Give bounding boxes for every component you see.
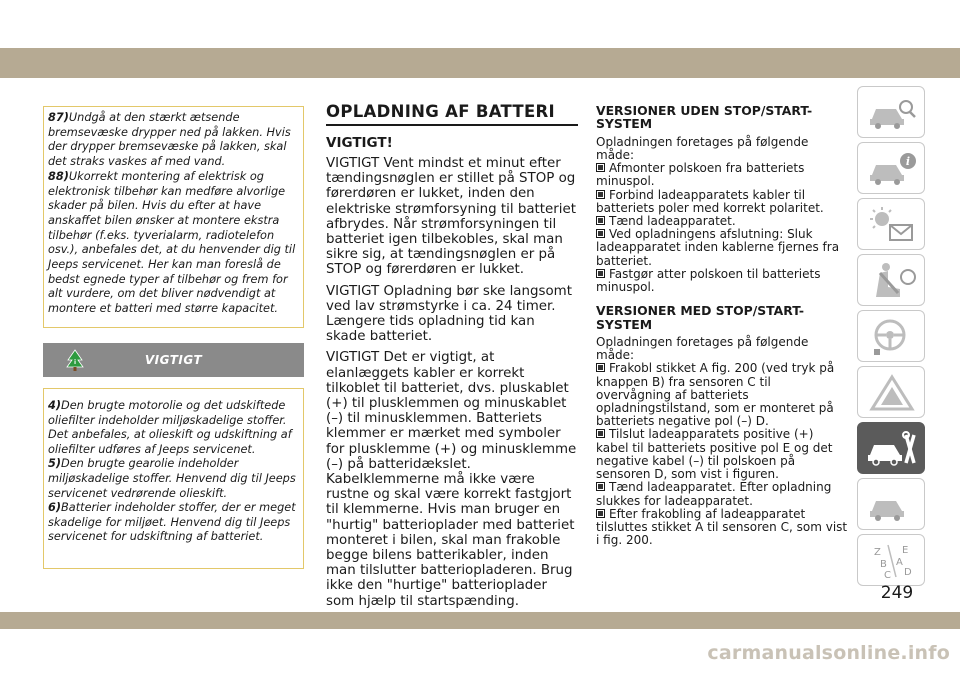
emergency-triangle-icon bbox=[866, 373, 918, 413]
sidebar-tab-car-search[interactable] bbox=[857, 86, 925, 138]
paragraph: VIGTIGT Vent mindst et minut efter tændingsnøglen er stillet på STOP og førerdøren er lukket, inden den elektriske strømforsyning til batteriet afbrydes. Når strømforsyningen til batteriet igen tilbekobles, skal man sikre sig, at tændingsnøglen er på STOP og førerdøren er lukket. bbox=[326, 156, 577, 278]
charging-procedures bbox=[596, 104, 848, 547]
environment-warning-header bbox=[43, 343, 304, 377]
checkbox-icon bbox=[596, 482, 605, 491]
step-item: Frakobl stikket A fig. 200 (ved tryk på knappen B) fra sensoren C til overvågning af batteriets opladningstilstand, som er monteret på batteriets negative pol (–) D. bbox=[596, 361, 835, 429]
section-heading-with-stop-start: VERSIONER MED STOP/START-SYSTEM bbox=[596, 303, 805, 332]
car-info-icon bbox=[866, 149, 918, 189]
car-service-tools-icon bbox=[866, 429, 918, 469]
env-note-5: 5)Den brugte gearolie indeholder miljøskadelige stoffer. Henvend dig til Jeeps servicenet vedrørende olieskift. bbox=[48, 457, 296, 500]
watermark: carmanualsonline.info bbox=[707, 642, 950, 664]
step-item: Ved opladningens afslutning: Sluk ladeapparatet inden kablerne fjernes fra batteriet. bbox=[596, 227, 840, 268]
sidebar-tab-car-info[interactable] bbox=[857, 142, 925, 194]
step-item: Tænd ladeapparatet. Efter opladning slukkes for ladeapparatet. bbox=[596, 480, 832, 508]
car-search-icon bbox=[866, 93, 918, 133]
svg-text:Z: Z bbox=[874, 547, 881, 558]
sidebar-tab-technical-data[interactable] bbox=[857, 478, 925, 530]
technical-data-icon bbox=[866, 485, 918, 525]
svg-text:A: A bbox=[896, 557, 903, 568]
checkbox-icon bbox=[596, 190, 605, 199]
environment-notes-box bbox=[43, 388, 304, 569]
step-item: Efter frakobling af ladeapparatet tilsluttes stikket A til sensoren C, som vist i fig. 200. bbox=[596, 506, 848, 548]
top-white-band bbox=[0, 0, 960, 44]
sidebar-tab-starting-driving[interactable] bbox=[857, 310, 925, 362]
checkbox-icon bbox=[596, 269, 605, 278]
checkbox-icon bbox=[596, 429, 605, 438]
svg-text:E: E bbox=[902, 545, 909, 556]
warning-lights-icon bbox=[866, 205, 918, 245]
section-heading-without-stop-start: VERSIONER UDEN STOP/START-SYSTEM bbox=[596, 103, 813, 132]
step-item: Fastgør atter polskoen til batteriets minuspol. bbox=[596, 266, 821, 295]
checkbox-icon bbox=[596, 163, 605, 172]
sidebar-tab-servicing-care[interactable] bbox=[857, 422, 925, 474]
page-number: 249 bbox=[880, 583, 914, 603]
sidebar-tab-alphabetical-index[interactable] bbox=[857, 534, 925, 586]
alphabetical-index-icon bbox=[866, 541, 918, 581]
step-item: Afmonter polskoen fra batteriets minuspol. bbox=[596, 161, 805, 189]
sidebar-tab-warning-lights[interactable] bbox=[857, 198, 925, 250]
checkbox-icon bbox=[596, 229, 605, 238]
bottom-color-band bbox=[0, 612, 960, 629]
step-item: Tænd ladeapparatet. bbox=[596, 215, 848, 228]
paragraph: VIGTIGT Opladning bør ske langsomt ved lav strømstyrke i ca. 24 timer. Længere tids opladning tid kan skade batteriet. bbox=[326, 283, 572, 345]
battery-charging-section bbox=[326, 102, 578, 615]
paragraph: VIGTIGT Det er vigtigt, at elanlæggets kabler er korrekt tilkoblet til batteriet, dvs. pluskablet (+) til plusklemmen og minuskablet (–) til minusklemmen. Batteriets klemmer er mærket med symboler for plusklemme (+) og minusklemme (–) på batteridækslet. Kabelklemmerne må ikke være rustne og skal være korrekt fastgjort til klemmerne. Hvis man bruger en "hurtig" batterioplader med batteriet monteret i bilen, skal man frakoble begge bilens batterikabler, inden man tilslutter batteriopladeren. Brug ikke den "hurtige" batterioplader som hjælp til startspænding. bbox=[326, 350, 577, 609]
checkbox-icon bbox=[596, 216, 605, 225]
env-note-4: 4)Den brugte motorolie og det udskiftede oliefilter indeholder miljøskadelige stoffer. Det anbefales, at olieskift og udskiftning af oliefilter udføres af Jeeps servicenet. bbox=[48, 399, 292, 456]
note-87: 87)Undgå at den stærkt ætsende bremsevæske drypper ned på lakken. Hvis der drypper bremsevæske på lakken, skal det straks vaskes af med vand. bbox=[48, 111, 291, 169]
important-subtitle: VIGTIGT! bbox=[326, 135, 393, 151]
note-88: 88)Ukorrekt montering af elektrisk og elektronisk tilbehør kan medføre alvorlige skader på bilen. Hvis du efter at have anskaffet bilen ønsker at montere ekstra tilbehør (f.eks. tyverialarm, radiotelefon osv.), anbefales det, at du henvender dig til Jeeps servicenet. Her kan man foreslå de bedst egnede typer af tilbehør og frem for alt vurdere, om det bliver nødvendigt at montere et batteri med større kapacitet. bbox=[48, 169, 296, 316]
svg-text:i: i bbox=[905, 155, 911, 168]
sidebar-tab-safety[interactable] bbox=[857, 254, 925, 306]
steering-wheel-icon bbox=[866, 317, 918, 357]
warning-notes-box bbox=[43, 106, 304, 328]
environment-warning-title: VIGTIGT bbox=[144, 353, 203, 367]
top-color-band bbox=[0, 48, 960, 78]
section-intro: Opladningen foretages på følgende måde: bbox=[596, 335, 809, 363]
seat-safety-icon bbox=[866, 261, 918, 301]
svg-text:D: D bbox=[904, 567, 912, 578]
chapter-sidebar bbox=[857, 86, 925, 586]
step-item: Forbind ladeapparatets kabler til batteriets poler med korrekt polaritet. bbox=[596, 187, 824, 215]
section-intro: Opladningen foretages på følgende måde: bbox=[596, 134, 809, 163]
svg-text:C: C bbox=[884, 570, 891, 581]
checkbox-icon bbox=[596, 363, 605, 372]
sidebar-tab-emergency[interactable] bbox=[857, 366, 925, 418]
svg-text:B: B bbox=[880, 559, 887, 570]
env-note-6: 6)Batterier indeholder stoffer, der er meget skadelige for miljøet. Henvend dig til Jeeps servicenet for udskiftning af batteriet. bbox=[48, 501, 296, 544]
checkbox-icon bbox=[596, 509, 605, 518]
step-item: Tilslut ladeapparatets positive (+) kabel til batteriets positive pol E og det negative kabel (–) til polskoen på sensoren D, som vist i figuren. bbox=[596, 427, 833, 482]
svg-text:i: i bbox=[73, 359, 77, 366]
page-title: OPLADNING AF BATTERI bbox=[326, 102, 578, 126]
